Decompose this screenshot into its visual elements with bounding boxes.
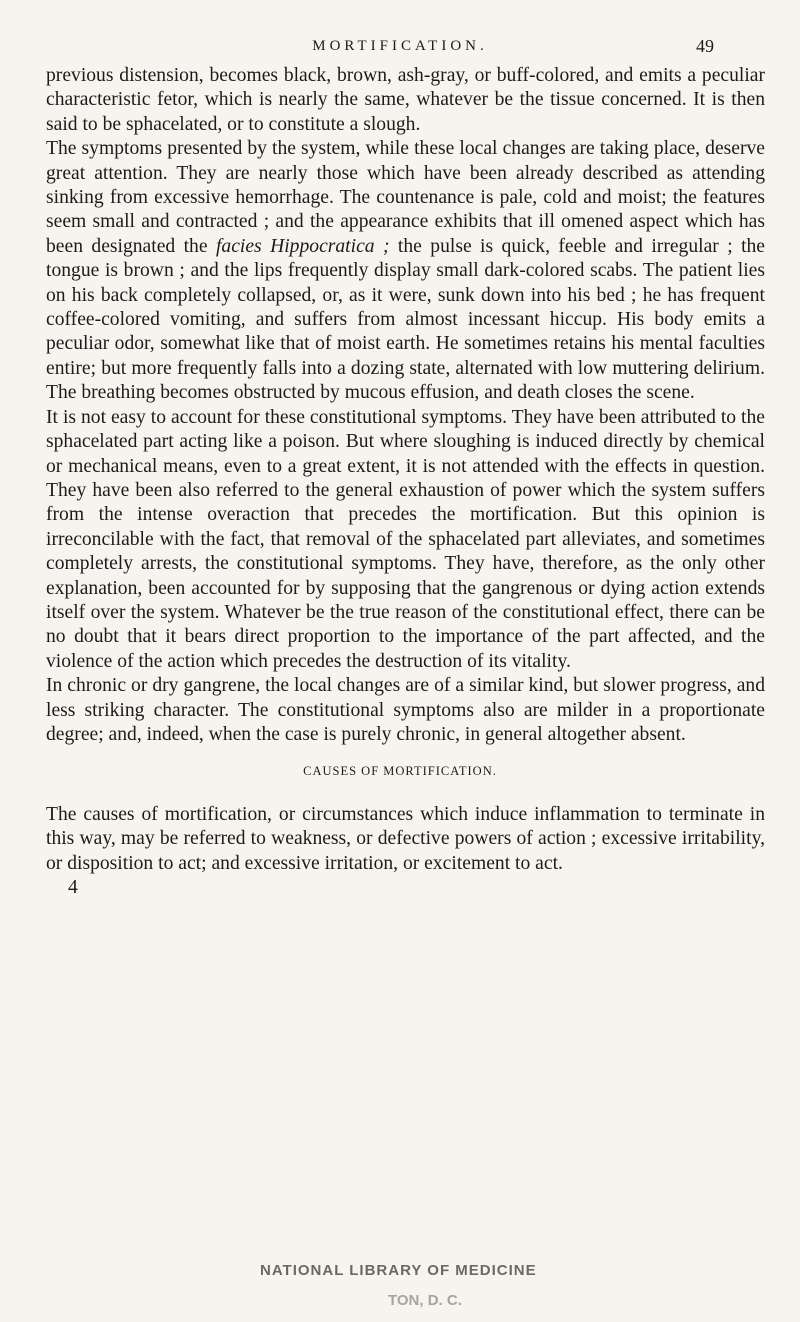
running-head <box>0 36 800 60</box>
running-title: MORTIFICATION. <box>312 38 488 54</box>
body-text <box>46 64 765 747</box>
page-number: 49 <box>696 36 714 56</box>
signature-mark: 4 <box>68 877 78 899</box>
paragraph-4: In chronic or dry gangrene, the local changes are of a similar kind, but slower progress, and less striking character. The constitutional symptoms also are milder in a proportionate degree; and, indeed, when the case is purely chronic, in general altogether absent. <box>46 675 765 745</box>
library-stamp-line-2: TON, D. C. <box>388 1292 462 1309</box>
paragraph-2-text-before: The symptoms presented by the system, while these local changes are taking place, deserve great attention. They are nearly those which have been already described as attending sinking from excessive hemorrhage. The countenance is pale, cold and moist; the features seem small and contracted ; and the appearance exhibits that ill omened aspect which has been designated the <box>46 138 765 257</box>
section-heading: CAUSES OF MORTIFICATION. <box>303 764 497 778</box>
library-stamp <box>260 1262 600 1320</box>
paragraph-2-text-after: the pulse is quick, feeble and irregular ; the tongue is brown ; and the lips frequently display small dark-colored scabs. The patient lies on his back completely collapsed, or, as it were, sunk down into his bed ; he has frequent coffee-colored vomiting, and suffers from almost incessant hiccup. His body emits a peculiar odor, somewhat like that of moist earth. He sometimes retains his mental faculties entire; but more frequently falls into a dozing state, alternated with low muttering delirium. The breathing becomes obstructed by mucous effusion, and death closes the scene. <box>46 235 766 404</box>
section-body <box>46 803 765 901</box>
paragraph-2 <box>46 137 765 405</box>
paragraph-1: previous distension, becomes black, brown, ash-gray, or buff-colored, and emits a peculiar characteristic fetor, which is nearly the same, whatever be the tissue concerned. It is then said to be sphacelated, or to constitute a slough. <box>46 65 765 135</box>
italic-term: facies Hippocratica ; <box>215 235 390 257</box>
section-paragraph: The causes of mortification, or circumstances which induce inflammation to terminate in this way, may be referred to weakness, or defective powers of action ; excessive irritability, or disposition to act; and excessive irritation, or excitement to act. <box>46 804 765 874</box>
library-stamp-line-1: NATIONAL LIBRARY OF MEDICINE <box>260 1262 537 1279</box>
paragraph-3: It is not easy to account for these constitutional symptoms. They have been attributed to the sphacelated part acting like a poison. But where sloughing is induced directly by chemical or mechanical means, even to a great extent, it is not attended with the effects in question. They have been also referred to the general exhaustion of power which the system suffers from the intense overaction that precedes the mortification. But this opinion is irreconcilable with the fact, that removal of the sphacelated part alleviates, and sometimes completely arrests, the constitutional symptoms. They have, therefore, as the only other explanation, been accounted for by supposing that the gangrenous or dying action extends itself over the system. Whatever be the true reason of the constitutional effect, there can be no doubt that it bears direct proportion to the importance of the part affected, and the violence of the action which precedes the destruction of its vitality. <box>46 406 765 672</box>
